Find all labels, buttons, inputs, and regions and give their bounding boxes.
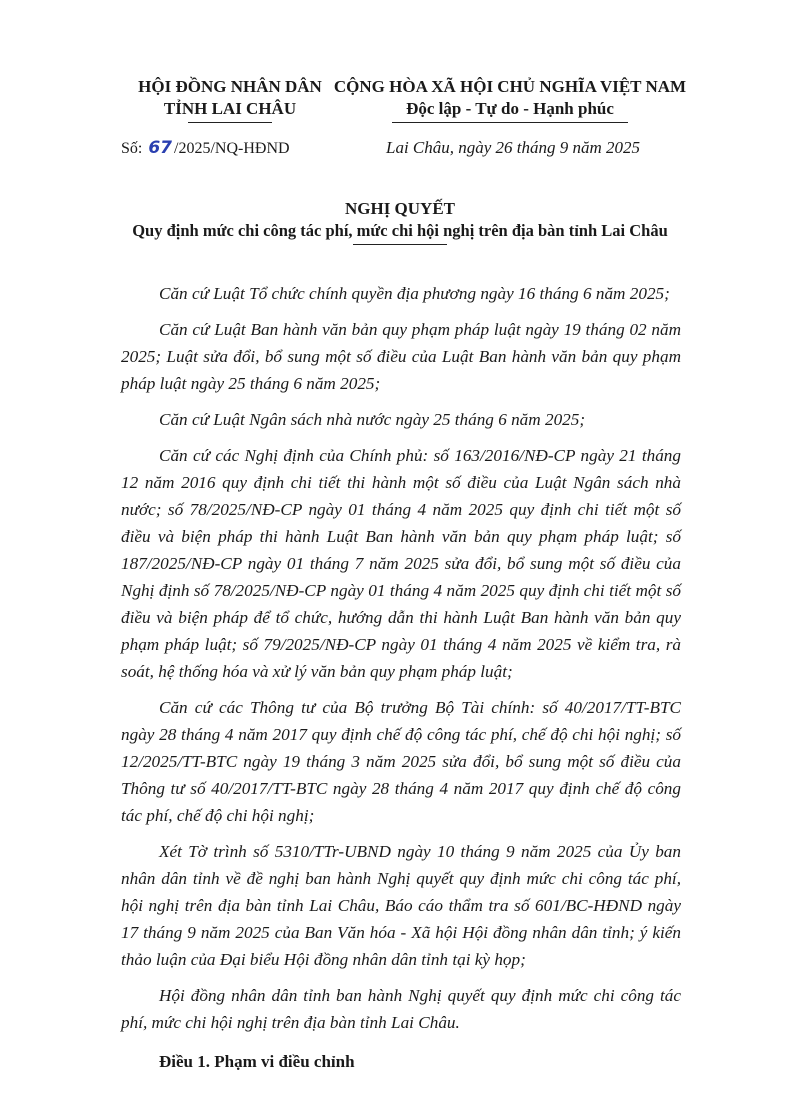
issuer-name: HỘI ĐỒNG NHÂN DÂN <box>138 77 322 96</box>
article-1-heading: Điều 1. Phạm vi điều chỉnh <box>159 1052 355 1071</box>
handwritten-number: 67 <box>148 138 173 158</box>
place-date: Lai Châu, ngày 26 tháng 9 năm 2025 <box>386 138 641 157</box>
legal-basis-paragraph: Căn cứ các Thông tư của Bộ trưởng Bộ Tài chính: số 40/2017/TT-BTC ngày 28 tháng 4 năm 2017 quy định chế độ công tác phí, chế độ chi hội nghị; số 12/2025/TT-BTC ngày 19 tháng 3 năm 2025 sửa đổi, bổ sung một số điều của Thông tư số 40/2017/TT-BTC ngày 28 tháng 4 năm 2017 quy định chế độ công tác phí, chế độ chi hội nghị; <box>121 698 681 825</box>
legal-basis-paragraph: Căn cứ các Nghị định của Chính phủ: số 163/2016/NĐ-CP ngày 21 tháng 12 năm 2016 quy định chi tiết thi hành một số điều của Luật Ngân sách nhà nước; số 78/2025/NĐ-CP ngày 01 tháng 4 năm 2025 quy định chi tiết một số điều và biện pháp thi hành Luật Ban hành văn bản quy phạm pháp luật; số 187/2025/NĐ-CP ngày 01 tháng 7 năm 2025 sửa đổi, bổ sung một số điều của Nghị định số 78/2025/NĐ-CP ngày 01 tháng 4 năm 2025 quy định chi tiết một số điều và biện pháp để tổ chức, hướng dẫn thi hành Luật Ban hành văn bản quy phạm pháp luật; số 79/2025/NĐ-CP ngày 01 tháng 4 năm 2025 về kiểm tra, rà soát, hệ thống hóa và xử lý văn bản quy phạm pháp luật; <box>121 446 681 681</box>
legal-basis-paragraph: Căn cứ Luật Tổ chức chính quyền địa phương ngày 16 tháng 6 năm 2025; <box>159 284 670 303</box>
document-number-suffix: /2025/NQ-HĐND <box>174 140 290 157</box>
title-underline <box>353 244 447 245</box>
legal-basis-paragraph: Căn cứ Luật Ban hành văn bản quy phạm pháp luật ngày 19 tháng 02 năm 2025; Luật sửa đổi, bổ sung một số điều của Luật Ban hành văn bản quy phạm pháp luật ngày 25 tháng 6 năm 2025; <box>121 320 681 393</box>
resolution-paragraph: Hội đồng nhân dân tỉnh ban hành Nghị quyết quy định mức chi công tác phí, mức chi hội nghị trên địa bàn tỉnh Lai Châu. <box>121 986 681 1032</box>
document-title-block <box>60 198 740 245</box>
issuer-block <box>110 76 350 123</box>
motto-underline <box>392 122 628 123</box>
document-subtitle: Quy định mức chi công tác phí, mức chi hội nghị trên địa bàn tỉnh Lai Châu <box>132 221 668 240</box>
national-motto-block <box>332 76 688 123</box>
document-body <box>121 280 681 1074</box>
document-title: NGHỊ QUYẾT <box>344 199 456 218</box>
consideration-paragraph: Xét Tờ trình số 5310/TTr-UBND ngày 10 tháng 9 năm 2025 của Ủy ban nhân dân tỉnh về đề nghị ban hành Nghị quyết quy định mức chi công tác phí, hội nghị trên địa bàn tỉnh Lai Châu, Báo cáo thẩm tra số 601/BC-HĐND ngày 17 tháng 9 năm 2025 của Ban Văn hóa - Xã hội Hội đồng nhân dân tỉnh; ý kiến thảo luận của Đại biểu Hội đồng nhân dân tỉnh tại kỳ họp; <box>121 842 681 969</box>
issuer-underline <box>188 122 272 123</box>
legal-basis-paragraph: Căn cứ Luật Ngân sách nhà nước ngày 25 tháng 6 năm 2025; <box>159 410 586 429</box>
issuer-province: TỈNH LAI CHÂU <box>163 99 297 118</box>
document-number <box>121 138 290 158</box>
motto: Độc lập - Tự do - Hạnh phúc <box>406 99 614 118</box>
document-number-prefix: Số: <box>121 140 143 157</box>
country-name: CỘNG HÒA XÃ HỘI CHỦ NGHĨA VIỆT NAM <box>333 77 687 96</box>
